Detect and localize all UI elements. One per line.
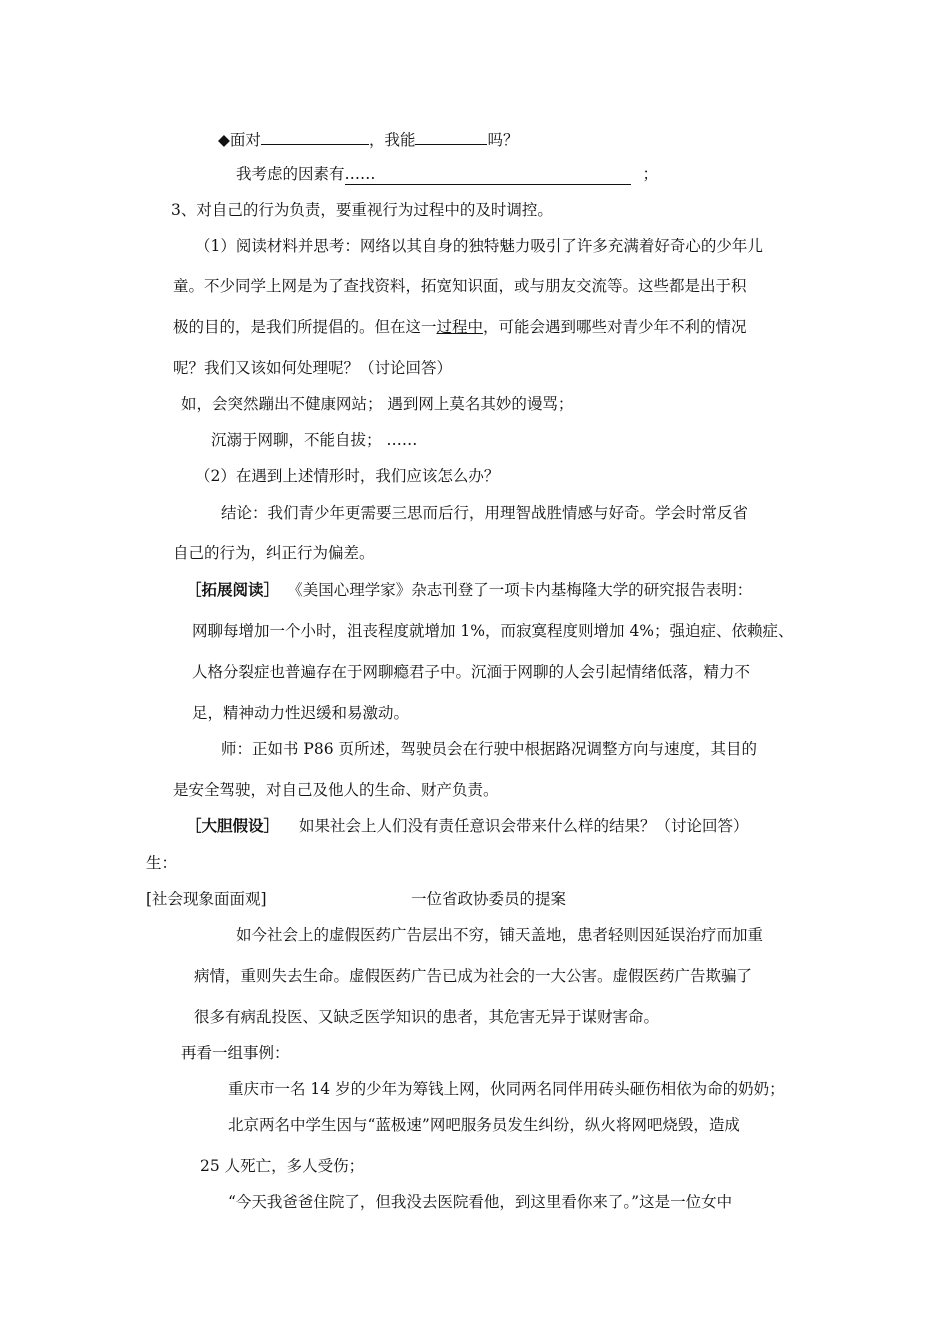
diamond-bullet-icon: ◆ xyxy=(218,131,230,149)
example-line-2: 沉溺于网聊，不能自拔； …… xyxy=(211,431,418,449)
extended-reading-line-2: 网聊每增加一个小时，沮丧程度就增加 1%，而寂寞程度则增加 4%；强迫症、依赖症、 xyxy=(192,622,794,640)
face-label: 面对 xyxy=(229,131,261,149)
face-blank xyxy=(261,128,369,145)
teacher-line-1: 师：正如书 P86 页所述，驾驶员会在行驶中根据路况调整方向与速度，其目的 xyxy=(221,740,758,758)
case-2-line-2: 25 人死亡，多人受伤； xyxy=(200,1157,365,1175)
factors-line: 我考虑的因素有…… ； xyxy=(236,165,659,183)
again-label: 再看一组事例： xyxy=(181,1044,290,1062)
factors-label: 我考虑的因素有 xyxy=(236,165,345,183)
conclusion-line-2: 自己的行为，纠正行为偏差。 xyxy=(173,544,375,562)
proposal-title: 一位省政协委员的提案 xyxy=(411,890,567,908)
teacher-line-2: 是安全驾驶，对自己及他人的生命、财产负责。 xyxy=(173,781,499,799)
paragraph-1-line-1: （1）阅读材料并思考：网络以其自身的独特魅力吸引了许多充满着好奇心的少年儿 xyxy=(195,237,763,255)
paragraph-1-line-3: 极的目的，是我们所提倡的。但在这一过程中，可能会遇到哪些对青少年不利的情况 xyxy=(173,318,747,336)
extended-reading-line-4: 足，精神动力性迟缓和易激动。 xyxy=(192,704,410,722)
hypothesis-label: ［大胆假设］ xyxy=(186,816,280,835)
student-label: 生： xyxy=(146,854,178,872)
extended-reading-line-1: ［拓展阅读］ 《美国心理学家》杂志刊登了一项卡内基梅隆大学的研究报告表明： xyxy=(186,580,753,599)
can-label: ，我能 xyxy=(368,131,416,149)
proposal-line-1: 如今社会上的虚假医药广告层出不穷，铺天盖地，患者轻则因延误治疗而加重 xyxy=(236,926,764,944)
proposal-line-2: 病情，重则失去生命。虚假医药广告已成为社会的一大公害。虚假医药广告欺骗了 xyxy=(194,967,753,985)
factors-blank: …… xyxy=(345,164,631,185)
paragraph-1-line-2: 童。不少同学上网是为了查找资料，拓宽知识面，或与朋友交流等。这些都是出于积 xyxy=(173,277,747,295)
question-2: （2）在遇到上述情形时，我们应该怎么办？ xyxy=(195,467,500,485)
hypothesis-line: ［大胆假设］ 如果社会上人们没有责任意识会带来什么样的结果？（讨论回答） xyxy=(186,816,749,835)
example-line-1: 如，会突然蹦出不健康网站； 遇到网上莫名其妙的谩骂； xyxy=(181,395,574,413)
case-2-line-1: 北京两名中学生因与“蓝极速”网吧服务员发生纠纷，纵火将网吧烧毁，造成 xyxy=(228,1116,740,1134)
underlined-process: 过程中 xyxy=(436,318,484,336)
proposal-line-3: 很多有病乱投医、又缺乏医学知识的患者，其危害无异于谋财害命。 xyxy=(194,1008,660,1026)
paragraph-1-line-4: 呢？我们又该如何处理呢？（讨论回答） xyxy=(173,359,453,377)
section-3-heading: 3、对自己的行为负责，要重视行为过程中的及时调控。 xyxy=(171,201,553,219)
social-phenomenon-label: [社会现象面面观] xyxy=(146,890,267,908)
case-1: 重庆市一名 14 岁的少年为筹钱上网，伙同两名同伴用砖头砸伤相依为命的奶奶； xyxy=(228,1080,785,1098)
extended-reading-line-3: 人格分裂症也普遍存在于网聊瘾君子中。沉湎于网聊的人会引起情绪低落，精力不 xyxy=(192,663,751,681)
face-question-line xyxy=(218,128,518,150)
case-3: “今天我爸爸住院了，但我没去医院看他，到这里看你来了。”这是一位女中 xyxy=(228,1193,733,1211)
conclusion-line-1: 结论：我们青少年更需要三思而后行，用理智战胜情感与好奇。学会时常反省 xyxy=(221,504,749,522)
extended-reading-label: ［拓展阅读］ xyxy=(186,580,280,599)
question-end: 吗？ xyxy=(487,131,519,149)
can-blank xyxy=(415,128,487,145)
